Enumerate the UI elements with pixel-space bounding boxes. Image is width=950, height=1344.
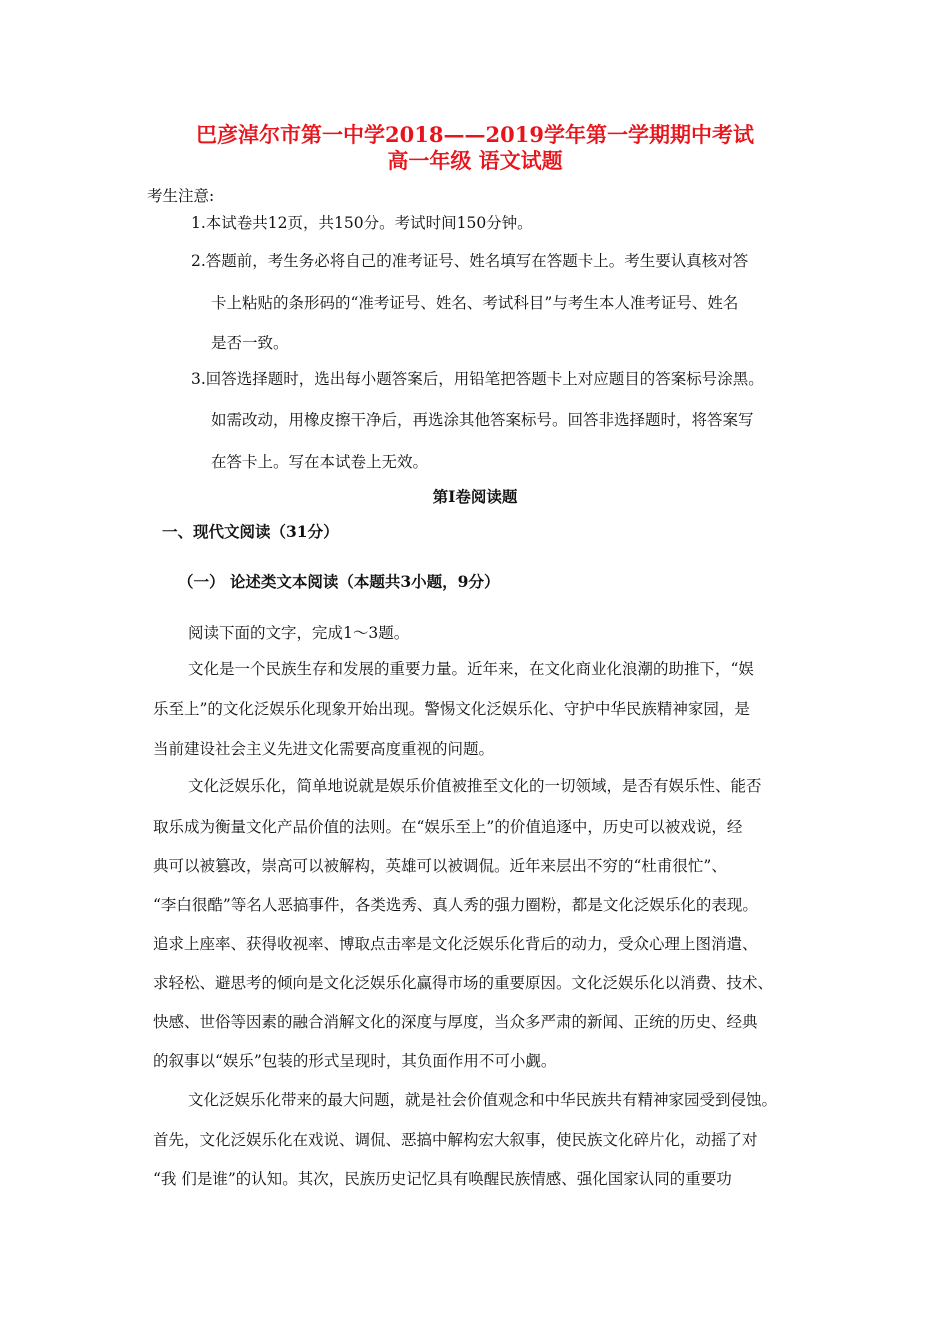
paragraph-line: “我 们是谁”的认知。其次，民族历史记忆具有唤醒民族情感、强化国家认同的重要功 <box>153 1170 732 1188</box>
section-heading: 一、现代文阅读（31分） <box>162 522 339 541</box>
part-title: 第Ⅰ卷阅读题 <box>432 487 518 506</box>
paragraph-line: 文化是一个民族生存和发展的重要力量。近年来，在文化商业化浪潮的助推下，“娱 <box>188 660 754 678</box>
paragraph-line: 首先，文化泛娱乐化在戏说、调侃、恶搞中解构宏大叙事，使民族文化碎片化，动摇了对 <box>153 1131 758 1149</box>
paragraph-line: 文化泛娱乐化带来的最大问题，就是社会价值观念和中华民族共有精神家园受到侵蚀。 <box>188 1091 778 1109</box>
exam-title: 巴彦淖尔市第一中学2018——2019学年第一学期期中考试 <box>196 122 754 147</box>
notice-item-1: 1.本试卷共12页，共150分。考试时间150分钟。 <box>191 214 533 232</box>
paragraph-line: 乐至上”的文化泛娱乐化现象开始出现。警惕文化泛娱乐化、守护中华民族精神家园，是 <box>153 700 750 718</box>
notice-item-3-line-3: 在答卡上。写在本试卷上无效。 <box>211 453 429 471</box>
paragraph-line: 典可以被篡改，崇高可以被解构，英雄可以被调侃。近年来层出不穷的“杜甫很忙”、 <box>153 857 727 875</box>
paragraph-line: 当前建设社会主义先进文化需要高度重视的问题。 <box>153 740 495 758</box>
subsection-heading: （一） 论述类文本阅读（本题共3小题，9分） <box>178 572 500 591</box>
notice-item-3-line-1: 3.回答选择题时，选出每小题答案后，用铅笔把答题卡上对应题目的答案标号涂黑。 <box>191 370 764 388</box>
notice-item-2-line-2: 卡上粘贴的条形码的“准考证号、姓名、考试科目”与考生本人准考证号、姓名 <box>211 294 739 312</box>
paragraph-line: 取乐成为衡量文化产品价值的法则。在“娱乐至上”的价值追逐中，历史可以被戏说，经 <box>153 818 743 836</box>
notice-item-2-line-3: 是否一致。 <box>211 334 289 352</box>
notice-item-3-line-2: 如需改动，用橡皮擦干净后，再选涂其他答案标号。回答非选择题时，将答案写 <box>211 411 754 429</box>
paragraph-line: 快感、世俗等因素的融合消解文化的深度与厚度，当众多严肃的新闻、正统的历史、经典 <box>153 1013 758 1031</box>
notice-heading: 考生注意: <box>147 187 215 205</box>
paragraph-line: 的叙事以“娱乐”包装的形式呈现时，其负面作用不可小觑。 <box>153 1052 557 1070</box>
paragraph-line: 求轻松、避思考的倾向是文化泛娱乐化赢得市场的重要原因。文化泛娱乐化以消费、技术、 <box>153 974 774 992</box>
paragraph-line: 追求上座率、获得收视率、博取点击率是文化泛娱乐化背后的动力，受众心理上图消遣、 <box>153 935 758 953</box>
notice-item-2-line-1: 2.答题前，考生务必将自己的准考证号、姓名填写在答题卡上。考生要认真核对答 <box>191 252 749 270</box>
paragraph-line: 文化泛娱乐化，简单地说就是娱乐价值被推至文化的一切领域，是否有娱乐性、能否 <box>188 777 762 795</box>
paragraph-line: “李白很酷”等名人恶搞事件，各类选秀、真人秀的强力圈粉，都是文化泛娱乐化的表现。 <box>153 896 758 914</box>
passage-instruction: 阅读下面的文字，完成1～3题。 <box>188 624 410 642</box>
exam-subtitle: 高一年级 语文试题 <box>387 148 563 173</box>
